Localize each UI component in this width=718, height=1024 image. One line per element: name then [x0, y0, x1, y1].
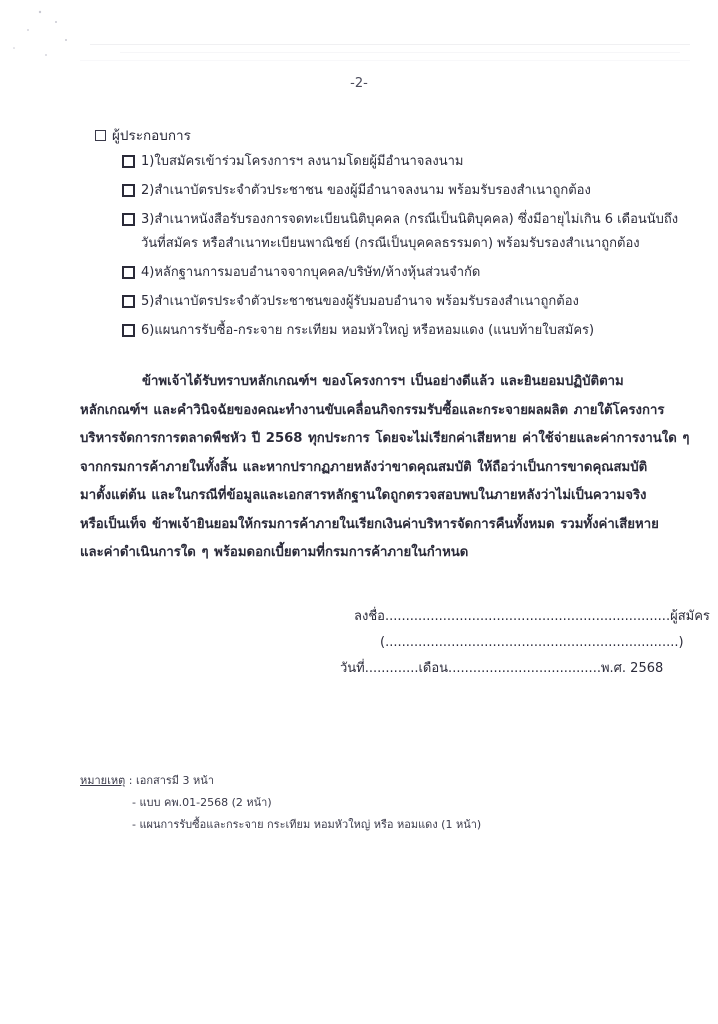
- section-header: [95, 124, 191, 146]
- checklist-item-line: 3)สำเนาหนังสือรับรองการจดทะเบียนนิติบุคคล (กรณีเป็นนิติบุคคล) ซึ่งมีอายุไม่เกิน 6 เดือนนับถึง: [141, 212, 679, 227]
- checkbox-icon[interactable]: [122, 324, 135, 337]
- checkbox-icon[interactable]: [122, 266, 135, 279]
- declaration-line: จากกรมการค้าภายในทั้งสิ้น และหากปรากฏภายหลังว่าขาดคุณสมบัติ ให้ถือว่าเป็นการขาดคุณสมบัติ: [80, 459, 648, 475]
- signature-block: [340, 604, 710, 682]
- note-text: : เอกสารมี 3 หน้า: [125, 774, 214, 787]
- checklist-item-text: 1)ใบสมัครเข้าร่วมโครงการฯ ลงนามโดยผู้มีอำนาจลงนาม: [141, 154, 464, 169]
- note-label: หมายเหตุ: [80, 774, 126, 787]
- section-title: ผู้ประกอบการ: [112, 128, 191, 144]
- declaration-line: หลักเกณฑ์ฯ และคำวินิจฉัยของคณะทำงานขับเคลื่อนกิจกรรมรับซื้อและกระจายผลผลิต ภายใต้โครงการ: [80, 402, 665, 418]
- declaration-line: และค่าดำเนินการใด ๆ พร้อมดอกเบี้ยตามที่กรมการค้าภายในกำหนด: [80, 545, 469, 560]
- checklist-item-text: 6)แผนการรับซื้อ-กระจาย กระเทียม หอมหัวใหญ่ หรือหอมแดง (แนบท้ายใบสมัคร): [141, 323, 595, 338]
- checklist-item-text: 5)สำเนาบัตรประจำตัวประชาชนของผู้รับมอบอำนาจ พร้อมรับรองสำเนาถูกต้อง: [141, 294, 579, 309]
- signature-line[interactable]: ลงชื่อ.....................................................................ผู้สมัคร: [354, 609, 710, 624]
- checkbox-icon[interactable]: [122, 184, 135, 197]
- checklist-item: [122, 290, 682, 314]
- name-line[interactable]: (.......................................................................): [380, 635, 684, 650]
- declaration-line: ข้าพเจ้าได้รับทราบหลักเกณฑ์ฯ ของโครงการฯ เป็นอย่างดีแล้ว และยินยอมปฏิบัติตาม: [142, 374, 624, 389]
- document-checklist: [122, 150, 682, 348]
- declaration-line: หรือเป็นเท็จ ข้าพเจ้ายินยอมให้กรมการค้าภายในเรียกเงินค่าบริหารจัดการคืนทั้งหมด รวมทั้งค่าเสียหาย: [80, 516, 659, 532]
- checklist-item-text: [141, 208, 678, 256]
- checklist-item: [122, 319, 682, 343]
- checklist-item-text: 4)หลักฐานการมอบอำนาจจากบุคคล/บริษัท/ห้างหุ้นส่วนจำกัด: [141, 265, 481, 280]
- checklist-item: [122, 208, 682, 256]
- checkbox-icon[interactable]: [122, 155, 135, 168]
- checkbox-icon[interactable]: [122, 295, 135, 308]
- note-header: [80, 770, 481, 792]
- checklist-item: [122, 261, 682, 285]
- declaration-line: มาตั้งแต่ต้น และในกรณีที่ข้อมูลและเอกสารหลักฐานใดถูกตรวจสอบพบในภายหลังว่าไม่เป็นความจริง: [80, 488, 647, 503]
- note-item: - แผนการรับซื้อและกระจาย กระเทียม หอมหัวใหญ่ หรือ หอมแดง (1 หน้า): [132, 818, 482, 831]
- checklist-item: [122, 150, 682, 174]
- checkbox-icon[interactable]: [122, 213, 135, 226]
- scan-noise: [0, 0, 718, 70]
- note-block: [80, 770, 481, 836]
- checklist-item: [122, 179, 682, 203]
- checklist-item-text: 2)สำเนาบัตรประจำตัวประชาชน ของผู้มีอำนาจลงนาม พร้อมรับรองสำเนาถูกต้อง: [141, 183, 591, 198]
- date-line[interactable]: วันที่.............เดือน.....................................พ.ศ. 2568: [340, 661, 664, 676]
- checkbox-empty-icon[interactable]: [95, 130, 106, 141]
- declaration-line: บริหารจัดการการตลาดพืชหัว ปี 2568 ทุกประการ โดยจะไม่เรียกค่าเสียหาย ค่าใช้จ่ายและค่าการงานใด ๆ: [80, 431, 690, 446]
- page-number: -2-: [350, 76, 368, 91]
- checklist-item-line: วันที่สมัคร หรือสำเนาทะเบียนพาณิชย์ (กรณีเป็นบุคคลธรรมดา) พร้อมรับรองสำเนาถูกต้อง: [141, 236, 640, 251]
- note-item: - แบบ คพ.01-2568 (2 หน้า): [132, 796, 272, 809]
- declaration-paragraph: [80, 368, 690, 568]
